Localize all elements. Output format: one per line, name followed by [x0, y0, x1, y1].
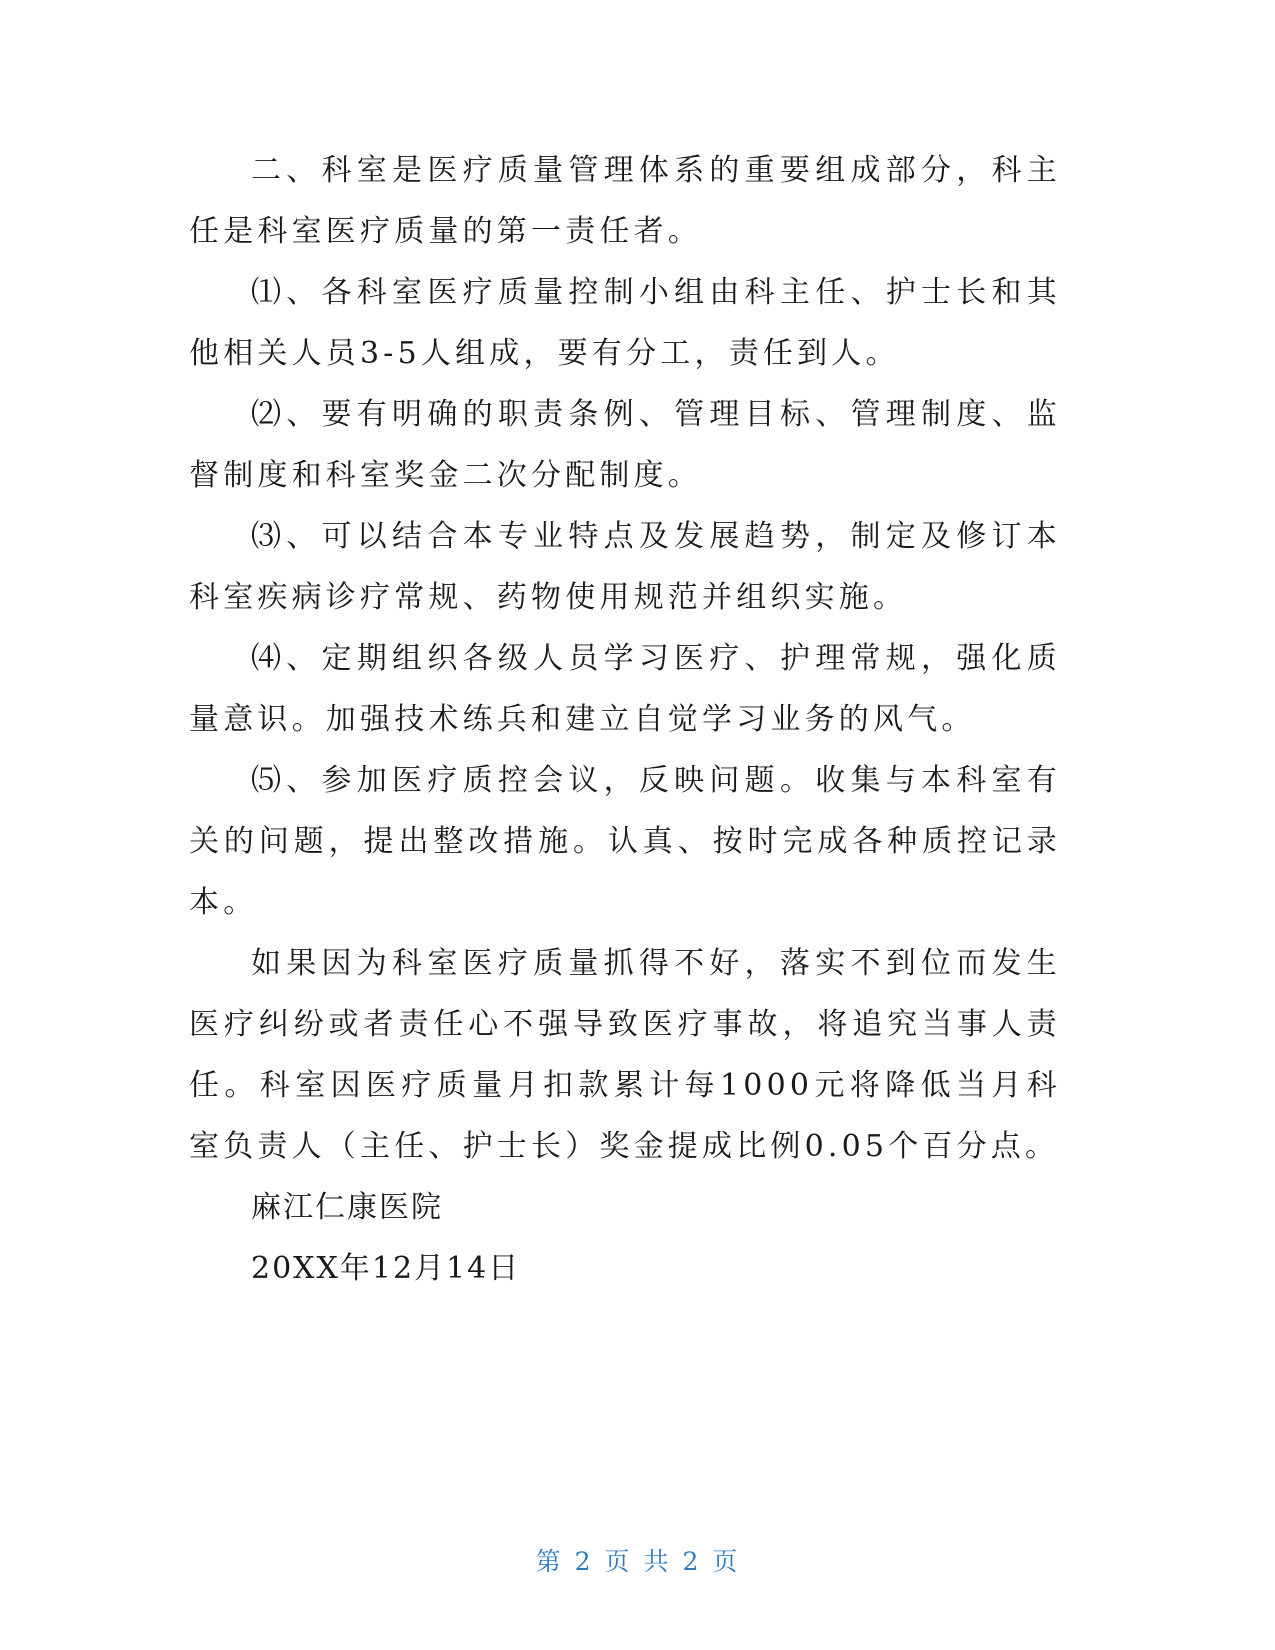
paragraph-item-5: ⑸、参加医疗质控会议，反映问题。收集与本科室有关的问题，提出整改措施。认真、按时完成各种质控记录本。 [189, 763, 1061, 920]
footer-total-suffix: 页 [712, 1547, 740, 1576]
signature-organization: 麻江仁康医院 [251, 1190, 443, 1225]
paragraph-item-3: ⑶、可以结合本专业特点及发展趋势，制定及修订本科室疾病诊疗常规、药物使用规范并组织实施。 [189, 519, 1061, 615]
footer-total-pages: 2 [682, 1547, 701, 1576]
document-body [189, 140, 1061, 1299]
footer-total-prefix: 共 [643, 1547, 671, 1576]
footer-current-page: 2 [574, 1547, 593, 1576]
paragraph-item-4: ⑷、定期组织各级人员学习医疗、护理常规，强化质量意识。加强技术练兵和建立自觉学习业务的风气。 [189, 641, 1061, 737]
footer-page-word: 页 [604, 1547, 632, 1576]
paragraph-section-two: 二、科室是医疗质量管理体系的重要组成部分，科主任是科室医疗质量的第一责任者。 [189, 153, 1061, 249]
paragraph-penalty: 如果因为科室医疗质量抓得不好，落实不到位而发生医疗纠纷或者责任心不强导致医疗事故，将追究当事人责任。科室因医疗质量月扣款累计每1000元将降低当月科室负责人（主任、护士长）奖金提成比例0.05个百分点。 [189, 946, 1061, 1164]
paragraph-item-1: ⑴、各科室医疗质量控制小组由科主任、护士长和其他相关人员3-5人组成，要有分工，责任到人。 [189, 275, 1061, 371]
footer-prefix: 第 [535, 1547, 563, 1576]
paragraph-item-2: ⑵、要有明确的职责条例、管理目标、管理制度、监督制度和科室奖金二次分配制度。 [189, 397, 1061, 493]
page-footer [0, 1542, 1275, 1578]
signature-date: 20XX年12月14日 [251, 1251, 521, 1286]
